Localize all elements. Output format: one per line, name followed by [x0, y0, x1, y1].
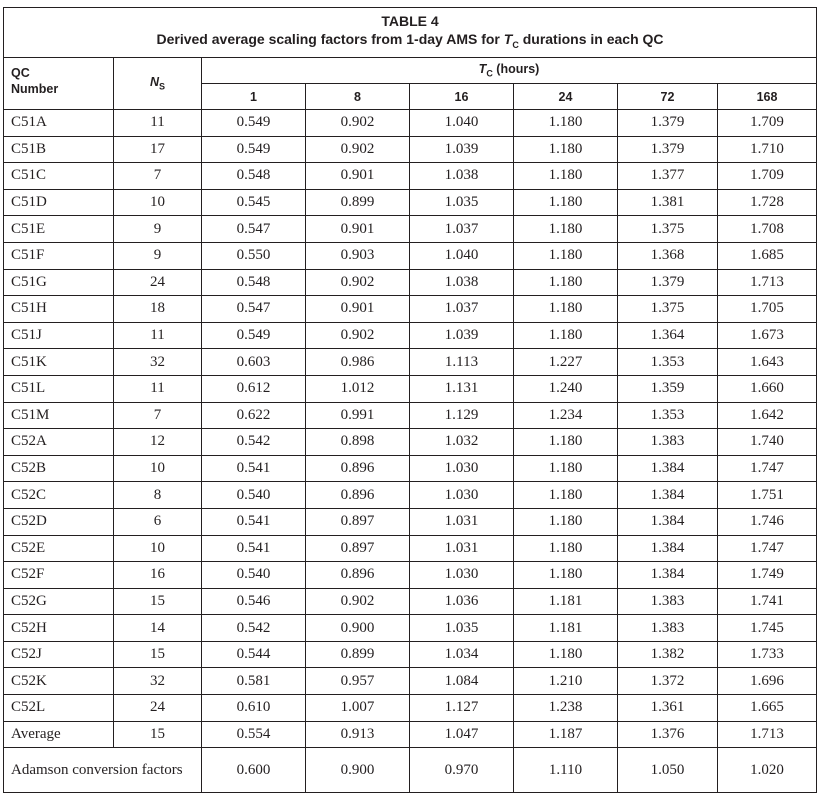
- factor-cell: 0.548: [202, 269, 306, 296]
- factor-cell: 1.665: [718, 695, 817, 722]
- table-row: [4, 189, 817, 216]
- factor-cell: 1.113: [410, 349, 514, 376]
- qc-number-cell: C52L: [4, 695, 114, 722]
- factor-cell: 1.180: [514, 110, 618, 137]
- factor-cell: 1.751: [718, 482, 817, 509]
- factor-cell: 1.709: [718, 163, 817, 190]
- ns-cell: 12: [114, 429, 202, 456]
- factor-cell: 1.036: [410, 588, 514, 615]
- table-row: [4, 269, 817, 296]
- factor-cell: 1.713: [718, 721, 817, 748]
- table-row: [4, 402, 817, 429]
- factor-cell: 0.547: [202, 296, 306, 323]
- factor-cell: 1.375: [618, 216, 718, 243]
- qc-number-cell: C51L: [4, 375, 114, 402]
- factor-cell: 0.547: [202, 216, 306, 243]
- ns-cell: 17: [114, 136, 202, 163]
- factor-cell: 0.549: [202, 322, 306, 349]
- factor-cell: 1.368: [618, 242, 718, 269]
- factor-cell: 0.896: [306, 455, 410, 482]
- qc-number-cell: C52G: [4, 588, 114, 615]
- factor-cell: 0.612: [202, 375, 306, 402]
- table-row: [4, 615, 817, 642]
- factor-cell: 1.384: [618, 508, 718, 535]
- factor-cell: 1.746: [718, 508, 817, 535]
- factor-cell: 1.129: [410, 402, 514, 429]
- ns-cell: 15: [114, 588, 202, 615]
- factor-cell: 1.084: [410, 668, 514, 695]
- factor-cell: 1.035: [410, 189, 514, 216]
- factor-cell: 1.180: [514, 242, 618, 269]
- factor-cell: 1.383: [618, 615, 718, 642]
- factor-cell: 1.728: [718, 189, 817, 216]
- qc-number-cell: C52E: [4, 535, 114, 562]
- factor-cell: 0.548: [202, 163, 306, 190]
- factor-cell: 1.180: [514, 535, 618, 562]
- factor-cell: 0.542: [202, 615, 306, 642]
- qc-number-cell: C51H: [4, 296, 114, 323]
- factor-cell: 1.384: [618, 455, 718, 482]
- adamson-factor-cell: 1.110: [514, 748, 618, 793]
- adamson-factor-cell: 1.020: [718, 748, 817, 793]
- factor-cell: 0.957: [306, 668, 410, 695]
- factor-cell: 1.685: [718, 242, 817, 269]
- factor-cell: 0.896: [306, 562, 410, 589]
- ns-cell: 18: [114, 296, 202, 323]
- ns-cell: 24: [114, 269, 202, 296]
- factor-cell: 1.749: [718, 562, 817, 589]
- factor-cell: 0.541: [202, 508, 306, 535]
- table-row: [4, 242, 817, 269]
- table-row: [4, 455, 817, 482]
- factor-cell: 1.379: [618, 110, 718, 137]
- average-row: [4, 721, 817, 748]
- factor-cell: 0.540: [202, 562, 306, 589]
- factor-cell: 0.896: [306, 482, 410, 509]
- duration-header: 16: [410, 84, 514, 110]
- factor-cell: 0.901: [306, 216, 410, 243]
- ns-cell: 9: [114, 242, 202, 269]
- table-label: TABLE 4: [381, 12, 439, 29]
- factor-cell: 1.037: [410, 216, 514, 243]
- factor-cell: 0.897: [306, 535, 410, 562]
- factor-cell: 1.035: [410, 615, 514, 642]
- adamson-row: [4, 748, 817, 793]
- factor-cell: 1.180: [514, 216, 618, 243]
- tc-sub: C: [486, 68, 493, 79]
- table-row: [4, 535, 817, 562]
- factor-cell: 1.127: [410, 695, 514, 722]
- table-row: [4, 429, 817, 456]
- qc-number-cell: C51C: [4, 163, 114, 190]
- factor-cell: 1.747: [718, 535, 817, 562]
- ns-header: [114, 58, 202, 110]
- qc-number-cell: C52K: [4, 668, 114, 695]
- ns-var: N: [149, 75, 159, 90]
- factor-cell: 0.542: [202, 429, 306, 456]
- factor-cell: 1.030: [410, 455, 514, 482]
- factor-cell: 1.383: [618, 588, 718, 615]
- factor-cell: 0.546: [202, 588, 306, 615]
- factor-cell: 0.900: [306, 615, 410, 642]
- qc-header-line1: QC: [11, 66, 30, 80]
- factor-cell: 1.376: [618, 721, 718, 748]
- factor-cell: 0.545: [202, 189, 306, 216]
- factor-cell: 0.991: [306, 402, 410, 429]
- qc-number-cell: C52D: [4, 508, 114, 535]
- factor-cell: 1.181: [514, 588, 618, 615]
- ns-cell: 11: [114, 375, 202, 402]
- factor-cell: 1.708: [718, 216, 817, 243]
- factor-cell: 0.986: [306, 349, 410, 376]
- factor-cell: 0.902: [306, 588, 410, 615]
- factor-cell: 1.379: [618, 136, 718, 163]
- factor-cell: 1.039: [410, 322, 514, 349]
- table-caption: [156, 30, 664, 50]
- factor-cell: 0.554: [202, 721, 306, 748]
- tc-unit: (hours): [492, 62, 540, 77]
- qc-number-cell: C52C: [4, 482, 114, 509]
- qc-number-cell: C51J: [4, 322, 114, 349]
- factor-cell: 1.037: [410, 296, 514, 323]
- qc-number-cell: C51F: [4, 242, 114, 269]
- factor-cell: 1.709: [718, 110, 817, 137]
- ns-cell: 9: [114, 216, 202, 243]
- qc-number-header: [4, 58, 114, 110]
- factor-cell: 1.180: [514, 296, 618, 323]
- factor-cell: 0.549: [202, 136, 306, 163]
- duration-header: 72: [618, 84, 718, 110]
- factor-cell: 1.180: [514, 562, 618, 589]
- adamson-label: Adamson conversion factors: [4, 748, 202, 793]
- table-row: [4, 375, 817, 402]
- qc-number-cell: C51B: [4, 136, 114, 163]
- qc-header-line2: Number: [11, 82, 59, 96]
- factor-cell: 1.047: [410, 721, 514, 748]
- qc-number-cell: C52A: [4, 429, 114, 456]
- ns-cell: 32: [114, 349, 202, 376]
- factor-cell: 0.902: [306, 110, 410, 137]
- caption-text: Derived average scaling factors from 1-day AMS for: [156, 30, 504, 47]
- factor-cell: 1.710: [718, 136, 817, 163]
- factor-cell: 0.541: [202, 535, 306, 562]
- factor-cell: 1.713: [718, 269, 817, 296]
- qc-number-cell: C51K: [4, 349, 114, 376]
- factor-cell: 1.705: [718, 296, 817, 323]
- factor-cell: 0.603: [202, 349, 306, 376]
- factor-cell: 1.673: [718, 322, 817, 349]
- table-row: [4, 641, 817, 668]
- factor-cell: 0.897: [306, 508, 410, 535]
- factor-cell: 0.610: [202, 695, 306, 722]
- table-row: [4, 216, 817, 243]
- table-row: [4, 296, 817, 323]
- factor-cell: 1.007: [306, 695, 410, 722]
- table-row: [4, 349, 817, 376]
- adamson-factor-cell: 1.050: [618, 748, 718, 793]
- tc-var: T: [478, 62, 487, 77]
- qc-number-cell: C51E: [4, 216, 114, 243]
- factor-cell: 1.180: [514, 429, 618, 456]
- factor-cell: 1.039: [410, 136, 514, 163]
- factor-cell: 1.180: [514, 508, 618, 535]
- ns-cell: 10: [114, 455, 202, 482]
- duration-header: 1: [202, 84, 306, 110]
- factor-cell: 0.581: [202, 668, 306, 695]
- factor-cell: 1.234: [514, 402, 618, 429]
- factor-cell: 1.384: [618, 562, 718, 589]
- qc-number-cell: Average: [4, 721, 114, 748]
- factor-cell: 1.187: [514, 721, 618, 748]
- factor-cell: 0.899: [306, 641, 410, 668]
- factor-cell: 0.549: [202, 110, 306, 137]
- ns-cell: 11: [114, 110, 202, 137]
- factor-cell: 1.372: [618, 668, 718, 695]
- ns-cell: 10: [114, 189, 202, 216]
- adamson-factor-cell: 0.600: [202, 748, 306, 793]
- ns-cell: 24: [114, 695, 202, 722]
- caption-text-end: durations in each QC: [518, 30, 664, 47]
- factor-cell: 0.550: [202, 242, 306, 269]
- ns-cell: 32: [114, 668, 202, 695]
- factor-cell: 1.353: [618, 402, 718, 429]
- factor-cell: 0.902: [306, 136, 410, 163]
- factor-cell: 1.379: [618, 269, 718, 296]
- factor-cell: 1.733: [718, 641, 817, 668]
- factor-cell: 1.238: [514, 695, 618, 722]
- factor-cell: 1.382: [618, 641, 718, 668]
- table-title: [4, 8, 817, 58]
- factor-cell: 0.913: [306, 721, 410, 748]
- factor-cell: 1.364: [618, 322, 718, 349]
- factor-cell: 1.375: [618, 296, 718, 323]
- table-row: [4, 668, 817, 695]
- factor-cell: 1.660: [718, 375, 817, 402]
- factor-cell: 1.745: [718, 615, 817, 642]
- factor-cell: 1.747: [718, 455, 817, 482]
- qc-number-cell: C52B: [4, 455, 114, 482]
- factor-cell: 0.902: [306, 269, 410, 296]
- qc-number-cell: C51M: [4, 402, 114, 429]
- table-row: [4, 695, 817, 722]
- table-row: [4, 562, 817, 589]
- factor-cell: 1.181: [514, 615, 618, 642]
- factor-cell: 0.901: [306, 296, 410, 323]
- table-row: [4, 322, 817, 349]
- factor-cell: 0.899: [306, 189, 410, 216]
- factor-cell: 1.359: [618, 375, 718, 402]
- factor-cell: 1.180: [514, 136, 618, 163]
- duration-header: 24: [514, 84, 618, 110]
- factor-cell: 1.030: [410, 482, 514, 509]
- caption-sub: C: [512, 39, 519, 50]
- qc-number-cell: C52J: [4, 641, 114, 668]
- ns-cell: 10: [114, 535, 202, 562]
- factor-cell: 1.384: [618, 482, 718, 509]
- factor-cell: 0.622: [202, 402, 306, 429]
- factor-cell: 1.131: [410, 375, 514, 402]
- factor-cell: 1.012: [306, 375, 410, 402]
- factor-cell: 1.642: [718, 402, 817, 429]
- factor-cell: 1.643: [718, 349, 817, 376]
- ns-cell: 8: [114, 482, 202, 509]
- qc-number-cell: C52F: [4, 562, 114, 589]
- ns-cell: 16: [114, 562, 202, 589]
- ns-cell: 14: [114, 615, 202, 642]
- factor-cell: 1.696: [718, 668, 817, 695]
- factor-cell: 0.901: [306, 163, 410, 190]
- factor-cell: 0.898: [306, 429, 410, 456]
- table-row: [4, 482, 817, 509]
- ns-cell: 6: [114, 508, 202, 535]
- factor-cell: 1.180: [514, 482, 618, 509]
- duration-header: 8: [306, 84, 410, 110]
- factor-cell: 1.180: [514, 641, 618, 668]
- factor-cell: 1.030: [410, 562, 514, 589]
- adamson-factor-cell: 0.900: [306, 748, 410, 793]
- table-row: [4, 163, 817, 190]
- factor-cell: 1.038: [410, 269, 514, 296]
- table-row: [4, 136, 817, 163]
- factor-cell: 1.740: [718, 429, 817, 456]
- ns-cell: 15: [114, 721, 202, 748]
- adamson-factor-cell: 0.970: [410, 748, 514, 793]
- ns-cell: 11: [114, 322, 202, 349]
- factor-cell: 0.540: [202, 482, 306, 509]
- ns-cell: 7: [114, 402, 202, 429]
- factor-cell: 1.741: [718, 588, 817, 615]
- factor-cell: 1.031: [410, 508, 514, 535]
- factor-cell: 1.040: [410, 110, 514, 137]
- factor-cell: 1.032: [410, 429, 514, 456]
- factor-cell: 0.541: [202, 455, 306, 482]
- table-row: [4, 110, 817, 137]
- factor-cell: 1.031: [410, 535, 514, 562]
- caption-var: T: [503, 30, 513, 47]
- factor-cell: 1.227: [514, 349, 618, 376]
- table-row: [4, 508, 817, 535]
- factor-cell: 1.381: [618, 189, 718, 216]
- factor-cell: 1.353: [618, 349, 718, 376]
- factor-cell: 1.040: [410, 242, 514, 269]
- qc-number-cell: C51D: [4, 189, 114, 216]
- factor-cell: 1.210: [514, 668, 618, 695]
- factor-cell: 1.180: [514, 269, 618, 296]
- qc-number-cell: C51G: [4, 269, 114, 296]
- factor-cell: 0.903: [306, 242, 410, 269]
- duration-header: 168: [718, 84, 817, 110]
- ns-sub: S: [159, 81, 166, 92]
- factor-cell: 1.383: [618, 429, 718, 456]
- qc-number-cell: C52H: [4, 615, 114, 642]
- qc-number-cell: C51A: [4, 110, 114, 137]
- factor-cell: 1.034: [410, 641, 514, 668]
- factor-cell: 1.038: [410, 163, 514, 190]
- factor-cell: 1.240: [514, 375, 618, 402]
- factor-cell: 1.384: [618, 535, 718, 562]
- factor-cell: 1.377: [618, 163, 718, 190]
- factor-cell: 0.544: [202, 641, 306, 668]
- ns-cell: 15: [114, 641, 202, 668]
- table-row: [4, 588, 817, 615]
- factor-cell: 1.180: [514, 189, 618, 216]
- factor-cell: 1.180: [514, 322, 618, 349]
- factor-cell: 0.902: [306, 322, 410, 349]
- factor-cell: 1.180: [514, 163, 618, 190]
- factor-cell: 1.361: [618, 695, 718, 722]
- scaling-factors-table: [3, 7, 817, 793]
- factor-cell: 1.180: [514, 455, 618, 482]
- tc-header: [202, 58, 817, 84]
- ns-cell: 7: [114, 163, 202, 190]
